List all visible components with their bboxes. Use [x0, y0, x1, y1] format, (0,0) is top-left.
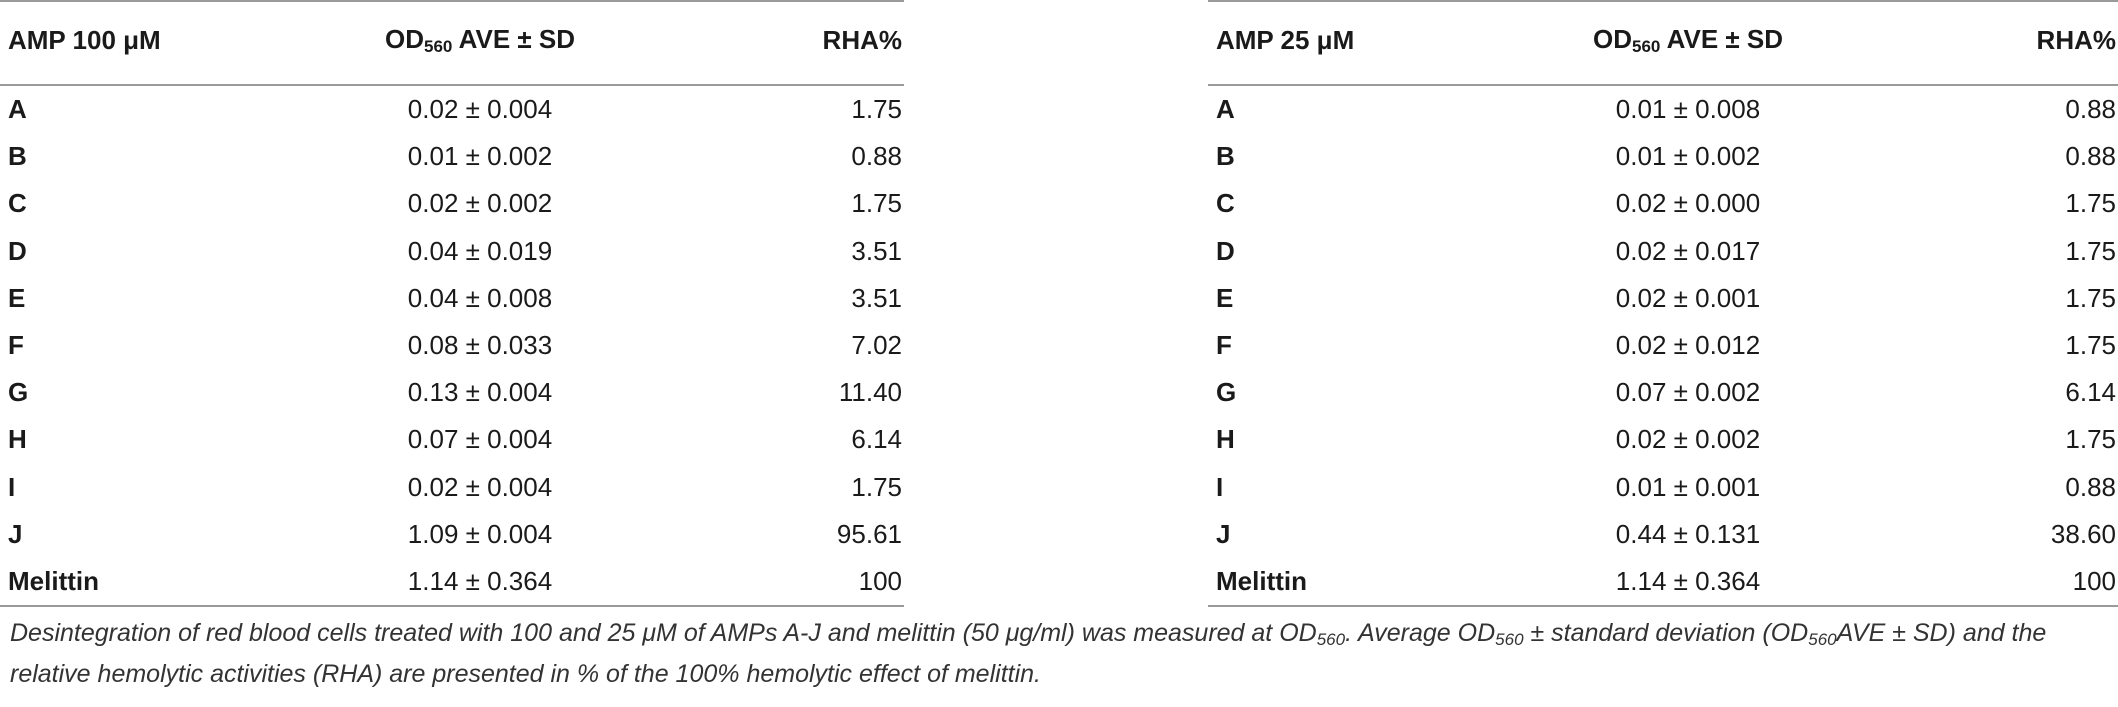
- table-row: [1208, 85, 2118, 133]
- caption-text: ± standard deviation (OD: [1523, 619, 1809, 647]
- od-value: 1.14 ± 0.364: [407, 565, 553, 596]
- hemolysis-table-25um: [1208, 0, 2118, 607]
- rha-value: 1.75: [2065, 282, 2116, 313]
- od-value: 1.14 ± 0.364: [1615, 565, 1761, 596]
- table-row: [1208, 511, 2118, 558]
- row-label: Melittin: [1216, 565, 1307, 596]
- header-od-rest: AVE ± SD: [452, 23, 575, 54]
- rha-value: 1.75: [2065, 235, 2116, 266]
- row-label: D: [1216, 235, 1235, 266]
- row-label: H: [8, 424, 27, 455]
- od-value: 0.02 ± 0.001: [1615, 282, 1761, 313]
- rha-value: 7.02: [851, 330, 902, 361]
- rha-value: 1.75: [2065, 424, 2116, 455]
- table-body: [0, 85, 904, 606]
- header-amp-concentration: AMP 100 μM: [8, 24, 161, 55]
- header-od-subscript: 560: [1632, 36, 1661, 56]
- caption-text: AVE ± SD) and the relative hemolytic activities (RHA) are presented in % of the 100% hemolytic effect of melittin.: [10, 619, 2047, 688]
- caption-subscript: 560: [1495, 630, 1524, 649]
- od-value: 0.02 ± 0.012: [1615, 330, 1761, 361]
- rha-value: 6.14: [851, 424, 902, 455]
- header-rha: RHA%: [822, 24, 902, 55]
- od-value: 0.02 ± 0.017: [1615, 235, 1761, 266]
- od-value: 0.02 ± 0.002: [407, 188, 553, 219]
- header-od-subscript: 560: [424, 36, 453, 56]
- od-value: 0.02 ± 0.000: [1615, 188, 1761, 219]
- table-row: [0, 275, 904, 322]
- rha-value: 100: [2072, 565, 2116, 596]
- caption-subscript: 560: [1808, 630, 1837, 649]
- header-od-ave-sd: [1530, 1, 1842, 85]
- rha-value: 3.51: [851, 282, 902, 313]
- caption-subscript: 560: [1316, 630, 1346, 649]
- od-value: 0.01 ± 0.002: [407, 141, 553, 172]
- rha-value: 3.51: [851, 235, 902, 266]
- row-label: J: [8, 518, 23, 549]
- rha-value: 0.88: [2065, 471, 2116, 502]
- row-label: B: [8, 141, 27, 172]
- table-row: [1208, 180, 2118, 227]
- table-row: [1208, 322, 2118, 369]
- row-label: F: [8, 330, 24, 361]
- table-row: [1208, 133, 2118, 180]
- row-label: H: [1216, 424, 1235, 455]
- table-row: [0, 558, 904, 606]
- row-label: F: [1216, 330, 1232, 361]
- od-value: 0.13 ± 0.004: [407, 377, 553, 408]
- od-value: 0.04 ± 0.019: [407, 235, 553, 266]
- rha-value: 0.88: [2065, 141, 2116, 172]
- row-label: C: [1216, 188, 1235, 219]
- od-value: 0.02 ± 0.004: [407, 94, 553, 125]
- table-row: [0, 228, 904, 275]
- row-label: Melittin: [8, 565, 99, 596]
- od-value: 0.01 ± 0.001: [1615, 471, 1761, 502]
- row-label: B: [1216, 141, 1235, 172]
- header-od-ave-sd: [322, 1, 634, 85]
- row-label: I: [1216, 471, 1224, 502]
- table-header-row: [1208, 1, 2118, 85]
- hemolysis-table-100um: [0, 0, 904, 607]
- table-row: [1208, 558, 2118, 606]
- od-value: 0.01 ± 0.002: [1615, 141, 1761, 172]
- rha-value: 1.75: [851, 188, 902, 219]
- rha-value: 1.75: [851, 471, 902, 502]
- rha-value: 11.40: [838, 377, 902, 408]
- table-row: [1208, 464, 2118, 511]
- header-od-rest: AVE ± SD: [1660, 23, 1783, 54]
- row-label: J: [1216, 518, 1231, 549]
- rha-value: 6.14: [2065, 377, 2116, 408]
- table-row: [0, 133, 904, 180]
- row-label: C: [8, 188, 27, 219]
- row-label: G: [1216, 377, 1237, 408]
- header-amp-concentration: AMP 25 μM: [1216, 24, 1355, 55]
- od-value: 1.09 ± 0.004: [407, 518, 553, 549]
- row-label: A: [1216, 94, 1235, 125]
- od-value: 0.01 ± 0.008: [1615, 94, 1761, 125]
- od-value: 0.02 ± 0.002: [1615, 424, 1761, 455]
- table-row: [0, 322, 904, 369]
- row-label: I: [8, 471, 16, 502]
- row-label: E: [1216, 282, 1234, 313]
- table-row: [0, 369, 904, 416]
- table-row: [0, 180, 904, 227]
- rha-value: 0.88: [2065, 94, 2116, 125]
- table-header-row: [0, 1, 904, 85]
- table-row: [1208, 416, 2118, 463]
- od-value: 0.44 ± 0.131: [1615, 518, 1761, 549]
- table-row: [1208, 228, 2118, 275]
- table-row: [1208, 369, 2118, 416]
- caption-text: Desintegration of red blood cells treated with 100 and 25 μM of AMPs A-J and melittin (50 μg/ml) was measured at OD: [10, 619, 1317, 647]
- row-label: D: [8, 235, 27, 266]
- rha-value: 1.75: [851, 94, 902, 125]
- rha-value: 95.61: [836, 518, 902, 549]
- header-od-main: OD: [385, 23, 424, 54]
- od-value: 0.08 ± 0.033: [407, 330, 553, 361]
- table-row: [0, 85, 904, 133]
- row-label: E: [8, 282, 26, 313]
- header-rha: RHA%: [2036, 24, 2116, 55]
- table-caption: [10, 616, 2110, 692]
- header-od-main: OD: [1593, 23, 1632, 54]
- row-label: G: [8, 377, 29, 408]
- table-row: [0, 416, 904, 463]
- right-table-panel: [1208, 0, 2118, 607]
- table-row: [0, 511, 904, 558]
- table-body: [1208, 85, 2118, 606]
- table-row: [0, 464, 904, 511]
- rha-value: 0.88: [851, 141, 902, 172]
- caption-text: . Average OD: [1345, 619, 1496, 647]
- rha-value: 1.75: [2065, 330, 2116, 361]
- row-label: A: [8, 94, 27, 125]
- od-value: 0.07 ± 0.004: [407, 424, 553, 455]
- rha-value: 38.60: [2050, 518, 2116, 549]
- od-value: 0.02 ± 0.004: [407, 471, 553, 502]
- od-value: 0.07 ± 0.002: [1615, 377, 1761, 408]
- rha-value: 100: [858, 565, 902, 596]
- left-table-panel: [0, 0, 904, 607]
- od-value: 0.04 ± 0.008: [407, 282, 553, 313]
- table-row: [1208, 275, 2118, 322]
- rha-value: 1.75: [2065, 188, 2116, 219]
